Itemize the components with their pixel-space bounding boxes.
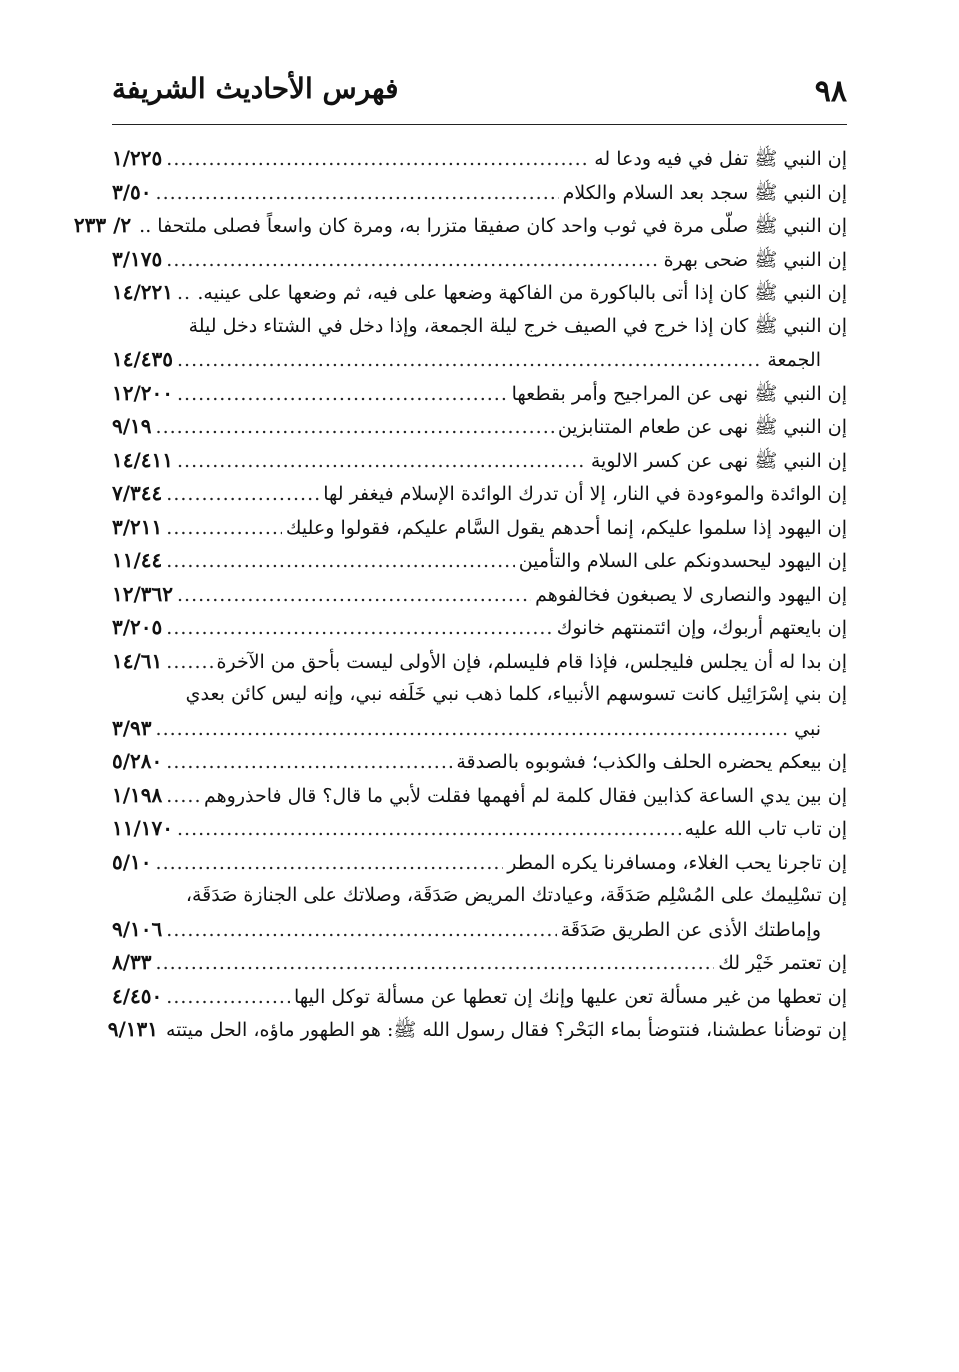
index-entry xyxy=(112,980,847,1014)
volume-page-reference: ٩/١٩ xyxy=(112,414,152,438)
volume-page-reference: ٣/٥٠ xyxy=(112,179,152,204)
volume-page-reference: ٥/٢٨٠ xyxy=(112,749,163,773)
entry-final-line xyxy=(112,343,847,377)
volume-page-reference: ٩/١٣١ xyxy=(107,1017,158,1041)
index-entry xyxy=(112,812,847,846)
volume-page-reference: ١٤/٤٣٥ xyxy=(112,347,174,371)
volume-page-reference: ١/١٩٨ xyxy=(112,782,163,807)
entry-final-line xyxy=(112,946,847,980)
index-entry xyxy=(112,142,847,176)
volume-page-reference: ٣/١٧٥ xyxy=(112,246,163,271)
entry-final-line xyxy=(112,779,847,813)
entry-final-line xyxy=(112,712,847,746)
entry-final-line xyxy=(112,913,847,947)
running-title: فهرس الأحاديث الشريفة xyxy=(112,72,399,105)
dot-leader xyxy=(166,646,212,680)
volume-page-reference: ٣/٢٠٥ xyxy=(112,615,163,639)
entry-text: إن النبي ﷺ سجد بعد السلام والكلام xyxy=(562,181,847,204)
header-rule xyxy=(112,124,847,125)
entry-text: إن بدا له أن يجلس فليجلس، فإذا قام فليسلم، فإن الأولى ليست بأحق من الآخرة xyxy=(216,650,847,673)
index-entry xyxy=(112,444,847,478)
dot-leader xyxy=(166,914,556,948)
index-entry xyxy=(112,879,847,946)
volume-page-reference: ٩/١٠٦ xyxy=(112,916,163,941)
dot-leader xyxy=(177,277,193,311)
entry-final-line xyxy=(112,544,847,578)
entry-final-line xyxy=(112,276,847,310)
dot-leader xyxy=(166,780,200,814)
dot-leader xyxy=(156,947,715,981)
entry-final-line xyxy=(112,846,847,880)
entry-text: إن بين يدي الساعة كذابين فقال كلمة لم أفهمها فقلت لأبي ما قال؟ قال فاحذروهم xyxy=(203,784,847,807)
page-header xyxy=(112,60,847,116)
entry-text: إن اليهود ليحسدونكم على السلام والتأمين xyxy=(518,550,847,572)
volume-page-reference: ٧/٣٤٤ xyxy=(112,481,163,505)
dot-leader xyxy=(166,512,282,546)
entry-text: إن تاب تاب الله عليه xyxy=(684,818,847,840)
entry-text: إن النبي ﷺ كان إذا خرج في الصيف خرج ليلة الجمعة، وإذا دخل في الشتاء دخل ليلة xyxy=(188,314,847,337)
index-entry xyxy=(112,946,847,980)
volume-page-reference: ٣/٩٣ xyxy=(112,715,152,740)
dot-leader xyxy=(177,445,587,479)
dot-leader xyxy=(156,177,559,211)
volume-page-reference: ٥/١٠ xyxy=(112,849,152,874)
index-entry xyxy=(112,578,847,612)
entry-final-line xyxy=(107,1013,847,1047)
entry-text: إن النبي ﷺ نهى عن المراجيح وأمر بقطعها xyxy=(511,382,847,405)
entry-text: إن النبي ﷺ ضحى بهرة xyxy=(663,248,847,271)
volume-page-reference: ١٤/٤١١ xyxy=(112,447,174,472)
dot-leader xyxy=(156,847,504,881)
volume-page-reference: ١٢/٣٦٢ xyxy=(112,581,174,606)
entry-continued-line xyxy=(112,310,847,344)
entry-text: إن الوائدة والموءودة في النار، إلا أن تدرك الوائدة الإسلام فيغفر لها xyxy=(323,483,847,505)
volume-page-reference: ١٢/٢٠٠ xyxy=(112,380,174,405)
entry-final-line xyxy=(112,444,847,478)
index-entry xyxy=(112,846,847,880)
entry-text: إن النبي ﷺ تفل في فيه ودعا له xyxy=(594,148,847,170)
entry-final-line xyxy=(112,511,847,545)
dot-leader xyxy=(156,411,554,445)
index-entry xyxy=(112,544,847,578)
index-entry xyxy=(112,377,847,411)
entry-final-line xyxy=(112,176,847,210)
entry-text: وإماطتك الأذى عن الطريق صَدَقَة xyxy=(560,918,821,941)
dot-leader xyxy=(166,244,659,278)
entry-text: إن النبي ﷺ كان إذا أتى بالباكورة من الفاكهة وضعها على فيه، ثم وضعها على عينيه. xyxy=(197,282,847,304)
entry-continued-line xyxy=(112,879,847,913)
entry-text: إن النبي ﷺ نهى عن كسر الالوية xyxy=(590,449,847,472)
entry-text: إن توضأنا عطشنا، فنتوضأ بماء البَحْر؟ فقال رسول الله ﷺ: هو الطهور ماؤه، الحل ميتته xyxy=(166,1019,847,1041)
volume-page-reference: ٢/ ٢٣٣ xyxy=(73,213,132,237)
volume-page-reference: ٨/٣٣ xyxy=(112,950,152,974)
entry-final-line xyxy=(112,980,847,1014)
entry-text: إن تعطها من غير مسألة تعن عليها وإنك إن تعطها عن مسألة توكل اليها xyxy=(294,985,847,1008)
entry-final-line xyxy=(73,209,847,243)
dot-leader xyxy=(166,143,590,177)
entry-final-line xyxy=(112,377,847,411)
entry-text: إن بني إسْرَائِيل كانت تسوسهم الأنبياء، كلما ذهب نبي خَلَفه نبي، وإنه ليس كائن بعدي xyxy=(185,683,847,705)
entry-text: نبي xyxy=(794,717,821,740)
dot-leader xyxy=(177,378,508,412)
dot-leader xyxy=(166,746,452,780)
dot-leader xyxy=(166,981,290,1015)
volume-page-reference: ١٤/٦١ xyxy=(112,648,163,673)
dot-leader xyxy=(166,545,514,579)
entry-final-line xyxy=(112,645,847,679)
volume-page-reference: ١١/٤٤ xyxy=(112,548,163,572)
index-entry xyxy=(112,410,847,444)
entry-final-line xyxy=(112,611,847,645)
index-entry xyxy=(112,310,847,377)
index-entry xyxy=(112,745,847,779)
entry-continued-line xyxy=(112,678,847,712)
entry-final-line xyxy=(112,477,847,511)
dot-leader xyxy=(166,612,552,646)
entry-text: إن تعتمر خَيْر لك xyxy=(718,952,847,974)
volume-page-reference: ١/٢٢٥ xyxy=(112,146,163,170)
hadith-index-list xyxy=(73,142,847,1047)
entry-text: إن اليهود إذا سلموا عليكم، إنما أحدهم يقول السَّام عليكم، فقولوا وعليك xyxy=(285,516,847,539)
dot-leader xyxy=(177,579,531,613)
entry-final-line xyxy=(112,142,847,176)
entry-final-line xyxy=(112,578,847,612)
index-entry xyxy=(73,209,847,243)
entry-text: إن تسْلِيمك على المُسْلِم صَدَقَة، وعيادتك المريض صَدَقَة، وصلاتك على الجنازة صَدَقَة، xyxy=(185,884,847,906)
dot-leader xyxy=(166,478,319,512)
volume-page-reference: ٣/٢١١ xyxy=(112,514,163,539)
volume-page-reference: ١٤/٢٢١ xyxy=(112,280,174,304)
index-entry xyxy=(112,243,847,277)
dot-leader xyxy=(177,344,763,378)
index-entry xyxy=(112,276,847,310)
index-entry xyxy=(112,779,847,813)
entry-text: إن النبي ﷺ نهى عن طعام المتنابزين xyxy=(557,416,847,438)
entry-final-line xyxy=(112,745,847,779)
dot-leader xyxy=(156,713,791,747)
entry-text: إن النبي ﷺ صلّى مرة في ثوب واحد كان صفيقا متزرا به، ومرة كان واسعاً فصلى ملتحفا .. xyxy=(139,215,847,237)
index-entry xyxy=(112,176,847,210)
index-entry xyxy=(112,511,847,545)
page-number: ٩٨ xyxy=(814,74,847,109)
index-entry xyxy=(112,678,847,745)
volume-page-reference: ١١/١٧٠ xyxy=(112,816,174,840)
entry-text: إن بيعكم يحضره الحلف والكذب؛ فشوبوه بالصدقة xyxy=(456,751,847,773)
volume-page-reference: ٤/٤٥٠ xyxy=(112,983,163,1008)
index-entry xyxy=(112,645,847,679)
entry-final-line xyxy=(112,812,847,846)
entry-final-line xyxy=(112,410,847,444)
entry-text: إن اليهود والنصارى لا يصبغون فخالفوهم xyxy=(535,583,847,606)
entry-text: الجمعة xyxy=(767,349,821,371)
dot-leader xyxy=(177,813,681,847)
entry-final-line xyxy=(112,243,847,277)
index-entry xyxy=(107,1013,847,1047)
index-entry xyxy=(112,477,847,511)
index-entry xyxy=(112,611,847,645)
entry-text: إن تاجرنا يحب الغلاء، ومسافرنا يكره المطر xyxy=(507,851,847,874)
entry-text: إن بايعتهم أربوك، وإن ائتمنتهم خانوك xyxy=(556,617,847,639)
